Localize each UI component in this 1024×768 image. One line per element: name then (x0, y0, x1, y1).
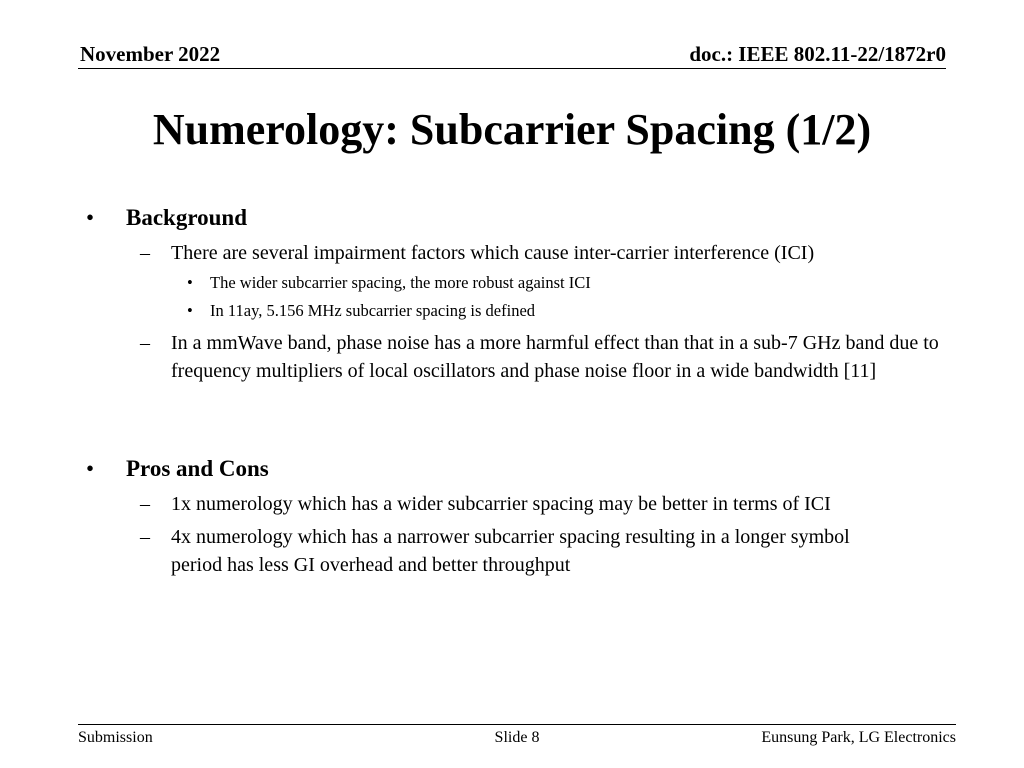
header-date: November 2022 (80, 42, 221, 66)
dash-icon: – (140, 332, 150, 354)
sub-list-item: In 11ay, 5.156 MHz subcarrier spacing is defined (210, 301, 536, 320)
bullet-icon: • (187, 273, 193, 292)
dash-icon: – (140, 493, 150, 515)
section-heading-background: Background (126, 205, 248, 230)
section-heading-pros-and-cons: Pros and Cons (126, 456, 269, 481)
list-item: 4x numerology which has a narrower subcarrier spacing resulting in a longer symbol period has less GI overhead and better throughput (171, 526, 850, 576)
list-item: There are several impairment factors which cause inter-carrier interference (ICI) (171, 242, 815, 264)
list-item: 1x numerology which has a wider subcarrier spacing may be better in terms of ICI (171, 493, 831, 515)
header-doc-id: doc.: IEEE 802.11-22/1872r0 (689, 42, 946, 66)
slide-title: Numerology: Subcarrier Spacing (1/2) (152, 105, 872, 154)
sub-list-item: The wider subcarrier spacing, the more robust against ICI (210, 273, 591, 292)
dash-icon: – (140, 242, 150, 264)
footer-slide-number: Slide 8 (494, 729, 540, 746)
bullet-icon: • (86, 456, 95, 481)
bullet-icon: • (86, 205, 95, 230)
bullet-icon: • (187, 301, 193, 320)
dash-icon: – (140, 526, 150, 548)
footer-divider (78, 724, 956, 725)
list-item: In a mmWave band, phase noise has a more harmful effect than that in a sub-7 GHz band due to frequency multipliers of local oscillators and phase noise floor in a wide bandwidth [11] (171, 332, 939, 382)
footer-author: Eunsung Park, LG Electronics (761, 729, 956, 746)
footer-submission: Submission (78, 729, 153, 746)
